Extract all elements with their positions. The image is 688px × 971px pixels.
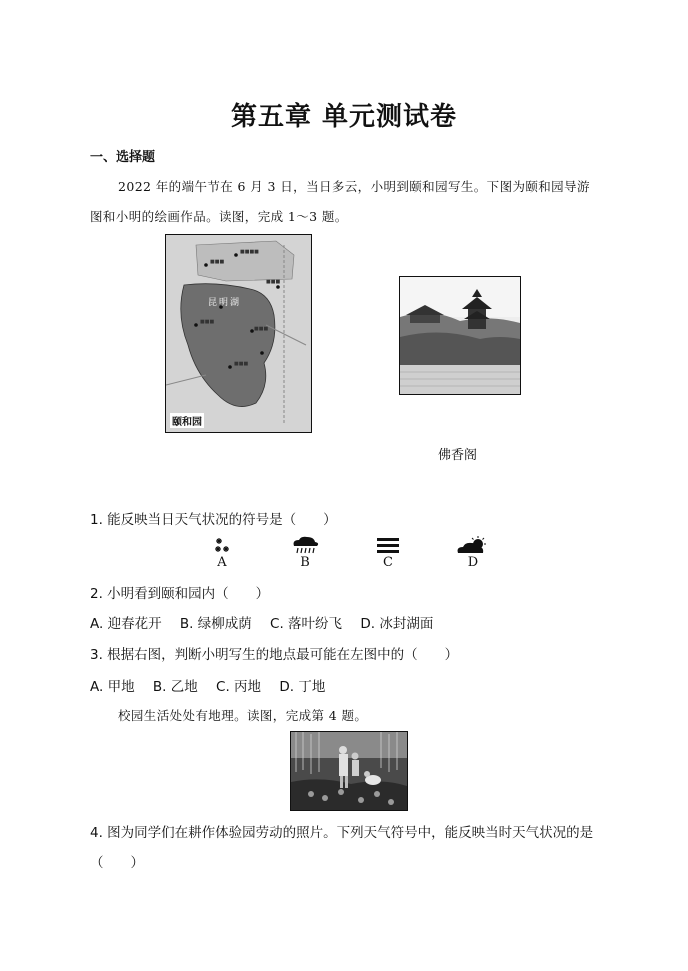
svg-text:■■■: ■■■ <box>200 319 215 325</box>
pavilion-photo <box>399 276 521 395</box>
question-2-text: 2. 小明看到颐和园内（ ） <box>90 586 270 602</box>
question-4-line-1: 4. 图为同学们在耕作体验园劳动的照片。下列天气符号中，能反映当时天气状况的是 <box>90 825 594 841</box>
q2-option-b[interactable]: B. 绿柳成荫 <box>179 616 252 632</box>
q3-option-b[interactable]: B. 乙地 <box>152 679 198 695</box>
pavilion-drawing <box>400 277 520 394</box>
rain-cloud-icon <box>285 536 325 554</box>
q3-option-c[interactable]: C. 丙地 <box>216 679 262 695</box>
svg-text:■■■: ■■■ <box>254 326 269 332</box>
option-a-label: A <box>217 555 227 570</box>
map-title-label: 颐和园 <box>170 413 204 428</box>
question-1-text: 1. 能反映当日天气状况的符号是（ ） <box>90 512 337 528</box>
question-2-options <box>90 612 447 632</box>
svg-text:■■■: ■■■ <box>266 279 281 285</box>
option-a-symbol <box>202 536 242 570</box>
q3-option-a[interactable]: A. 甲地 <box>90 679 135 695</box>
q2-option-d[interactable]: D. 冰封湖面 <box>360 616 434 632</box>
section-heading: 一、选择题 <box>90 150 156 165</box>
question-4-line-2: （ ） <box>90 855 144 871</box>
intro-line-2: 图和小明的绘画作品。读图，完成 1～3 题。 <box>90 209 348 224</box>
svg-text:■■■: ■■■ <box>210 259 225 265</box>
question-3-options <box>90 675 339 695</box>
photo-caption: 佛香阁 <box>438 448 478 463</box>
option-d-symbol <box>453 536 493 570</box>
svg-text:■■■■: ■■■■ <box>240 249 259 255</box>
q3-option-d[interactable]: D. 丁地 <box>279 679 326 695</box>
q2-option-c[interactable]: C. 落叶纷飞 <box>270 616 343 632</box>
fog-icon <box>368 536 408 554</box>
map-drawing <box>166 235 311 432</box>
option-c-symbol <box>368 536 408 570</box>
lake-label: 昆明湖 <box>208 298 242 308</box>
snow-icon <box>202 536 242 554</box>
summer-palace-map <box>165 234 312 433</box>
option-c-label: C <box>383 555 393 570</box>
page-title: 第五章 单元测试卷 <box>230 102 458 132</box>
svg-text:■■■: ■■■ <box>234 361 249 367</box>
intro-2: 校园生活处处有地理。读图，完成第 4 题。 <box>118 708 368 723</box>
option-b-symbol <box>285 536 325 570</box>
option-b-label: B <box>300 555 310 570</box>
question-3-text: 3. 根据右图，判断小明写生的地点最可能在左图中的（ ） <box>90 647 459 663</box>
intro-line-1: 2022 年的端午节在 6 月 3 日，当日多云，小明到颐和园写生。下图为颐和园导游 <box>118 179 590 194</box>
q2-option-a[interactable]: A. 迎春花开 <box>90 616 162 632</box>
farming-photo <box>290 731 408 811</box>
farming-drawing <box>291 732 407 810</box>
cloudy-sun-icon <box>453 536 493 554</box>
option-d-label: D <box>467 555 479 570</box>
